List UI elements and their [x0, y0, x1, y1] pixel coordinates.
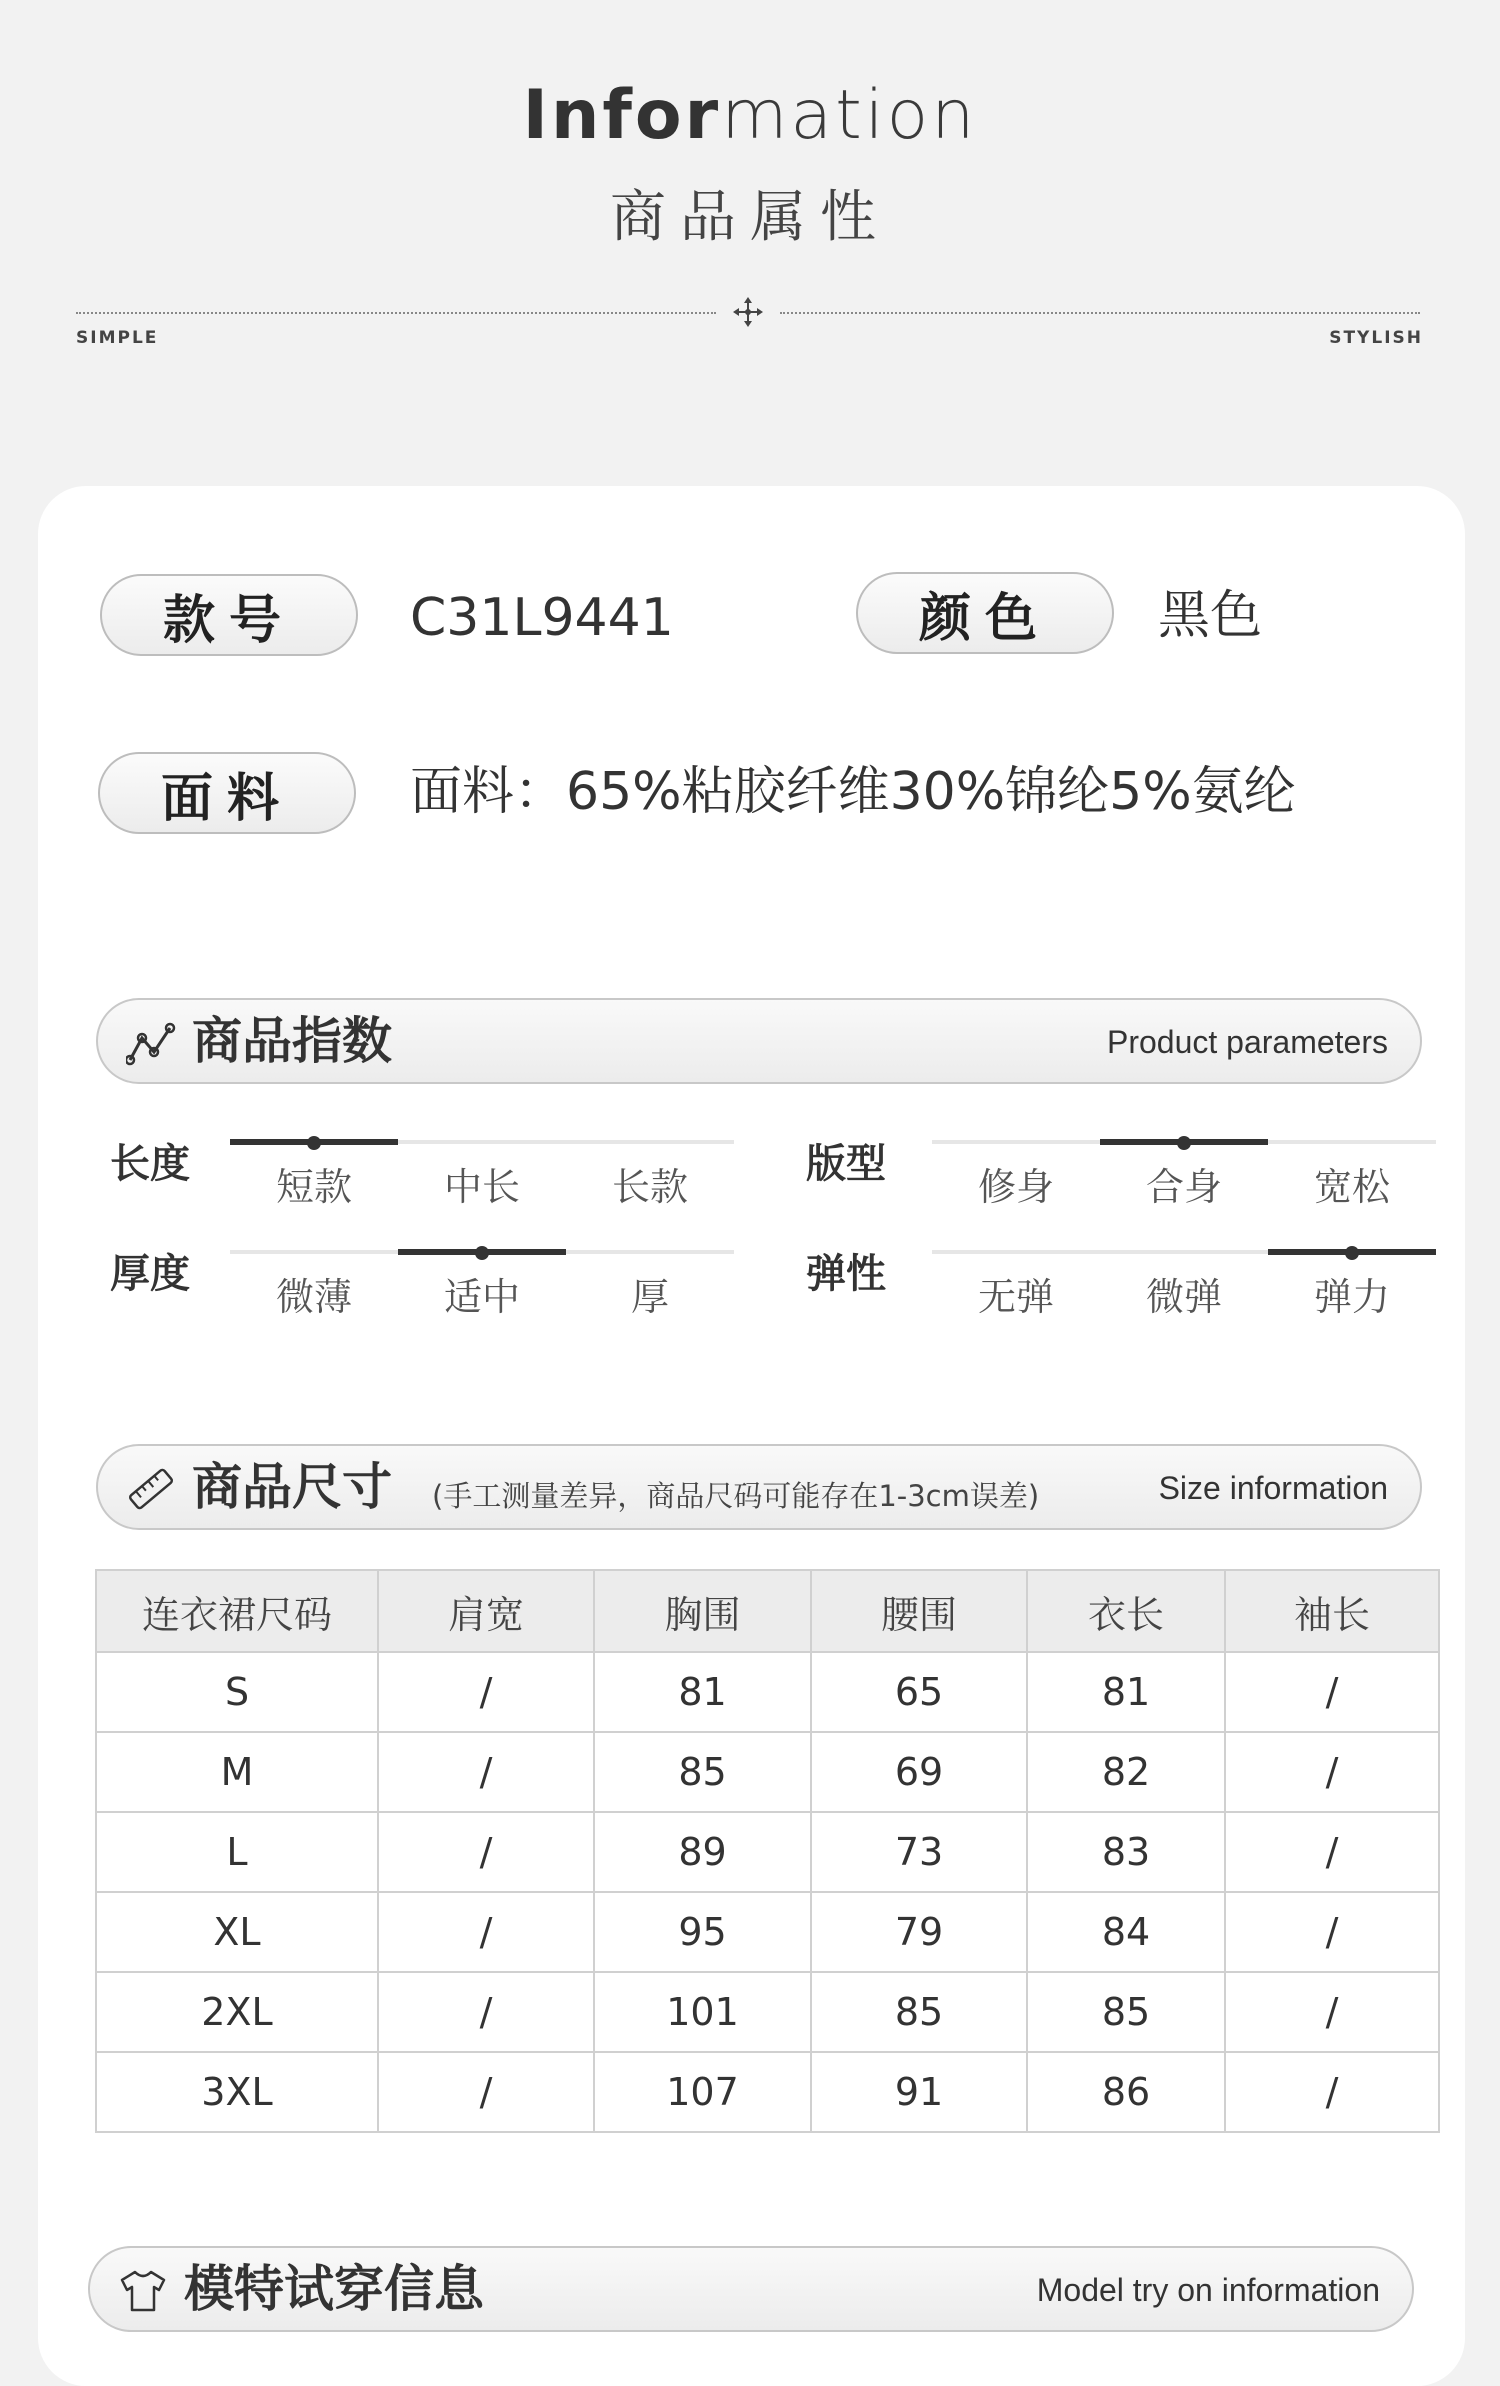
size-cell: M: [96, 1732, 378, 1812]
size-note: (手工测量差异，商品尺码可能存在1-3cm误差): [432, 1479, 1040, 1513]
size-header-cell: 衣长: [1027, 1570, 1225, 1652]
size-header-cell: 袖长: [1225, 1570, 1439, 1652]
size-title: 商品尺寸: [192, 1458, 392, 1516]
size-cell: 65: [811, 1652, 1027, 1732]
param-selected-dot: [1345, 1246, 1359, 1260]
size-cell: /: [378, 1732, 594, 1812]
param-option: 合身: [1145, 1165, 1222, 1209]
size-cell: /: [1225, 1812, 1439, 1892]
move-cross-icon: [732, 296, 764, 328]
color-label: 颜色: [856, 572, 1114, 654]
size-cell: L: [96, 1812, 378, 1892]
param-option: 微弹: [1145, 1275, 1222, 1319]
color-value: 黑色: [1158, 586, 1263, 646]
size-table: [95, 1569, 1440, 2133]
param-option: 宽松: [1313, 1165, 1390, 1209]
size-cell: 83: [1027, 1812, 1225, 1892]
param-option: 无弹: [977, 1275, 1054, 1319]
line-chart-icon: [126, 1020, 176, 1066]
size-cell: /: [1225, 1972, 1439, 2052]
size-cell: /: [1225, 1892, 1439, 1972]
size-cell: 85: [1027, 1972, 1225, 2052]
info-title-en: Information: [522, 76, 978, 155]
size-cell: 84: [1027, 1892, 1225, 1972]
param-option: 厚: [630, 1275, 669, 1319]
param-label: 厚度: [110, 1251, 190, 1297]
style-number-label: 款号: [100, 574, 358, 656]
param-option: 短款: [275, 1165, 352, 1209]
model-subtitle-en: Model try on information: [1036, 2272, 1380, 2308]
param-option: 弹力: [1313, 1275, 1390, 1319]
table-row: [96, 1972, 1439, 2052]
size-cell: 2XL: [96, 1972, 378, 2052]
size-cell: 82: [1027, 1732, 1225, 1812]
info-title-cn: 商品属性: [610, 185, 890, 250]
size-table-header: [96, 1570, 1439, 1652]
table-row: [96, 2052, 1439, 2132]
style-number-value: C31L9441: [410, 588, 674, 648]
param-label: 版型: [806, 1141, 886, 1187]
size-cell: /: [378, 2052, 594, 2132]
size-cell: /: [1225, 1652, 1439, 1732]
size-cell: 73: [811, 1812, 1027, 1892]
size-header-cell: 肩宽: [378, 1570, 594, 1652]
tshirt-icon: [118, 2268, 168, 2314]
params-section-bar: [96, 998, 1422, 1084]
param-selected-dot: [1177, 1136, 1191, 1150]
table-row: [96, 1652, 1439, 1732]
param-option: 适中: [443, 1275, 520, 1319]
size-cell: S: [96, 1652, 378, 1732]
size-cell: 69: [811, 1732, 1027, 1812]
size-cell: 3XL: [96, 2052, 378, 2132]
param-option: 修身: [977, 1165, 1054, 1209]
dotted-divider-right: [780, 312, 1420, 314]
size-cell: /: [378, 1812, 594, 1892]
size-cell: XL: [96, 1892, 378, 1972]
fabric-value: 面料：65%粘胶纤维30%锦纶5%氨纶: [410, 762, 1296, 822]
params-subtitle-en: Product parameters: [1106, 1024, 1388, 1060]
model-title: 模特试穿信息: [184, 2260, 484, 2318]
size-cell: /: [1225, 2052, 1439, 2132]
size-cell: 95: [594, 1892, 811, 1972]
param-label: 弹性: [806, 1251, 886, 1297]
param-selected-dot: [475, 1246, 489, 1260]
size-cell: 101: [594, 1972, 811, 2052]
size-cell: /: [378, 1652, 594, 1732]
table-row: [96, 1812, 1439, 1892]
size-cell: 91: [811, 2052, 1027, 2132]
size-cell: /: [1225, 1732, 1439, 1812]
dotted-divider-left: [76, 312, 716, 314]
size-cell: 86: [1027, 2052, 1225, 2132]
size-header-cell: 腰围: [811, 1570, 1027, 1652]
size-section-bar: [96, 1444, 1422, 1530]
size-cell: 79: [811, 1892, 1027, 1972]
simple-tag: SIMPLE: [76, 328, 159, 348]
fabric-label: 面料: [98, 752, 356, 834]
size-header-cell: 胸围: [594, 1570, 811, 1652]
ruler-icon: [126, 1466, 176, 1512]
size-header-cell: 连衣裙尺码: [96, 1570, 378, 1652]
size-cell: 85: [594, 1732, 811, 1812]
stylish-tag: STYLISH: [1329, 328, 1423, 348]
size-cell: /: [378, 1972, 594, 2052]
param-label: 长度: [110, 1141, 190, 1187]
table-row: [96, 1732, 1439, 1812]
param-option: 微薄: [275, 1275, 352, 1319]
params-title: 商品指数: [192, 1012, 392, 1070]
param-selected-dot: [307, 1136, 321, 1150]
param-option: 长款: [611, 1165, 688, 1209]
size-cell: 89: [594, 1812, 811, 1892]
size-cell: 107: [594, 2052, 811, 2132]
param-option: 中长: [443, 1165, 520, 1209]
model-section-bar: [88, 2246, 1414, 2332]
size-cell: 85: [811, 1972, 1027, 2052]
size-cell: 81: [594, 1652, 811, 1732]
size-subtitle-en: Size information: [1158, 1470, 1388, 1506]
table-row: [96, 1892, 1439, 1972]
size-cell: /: [378, 1892, 594, 1972]
size-cell: 81: [1027, 1652, 1225, 1732]
